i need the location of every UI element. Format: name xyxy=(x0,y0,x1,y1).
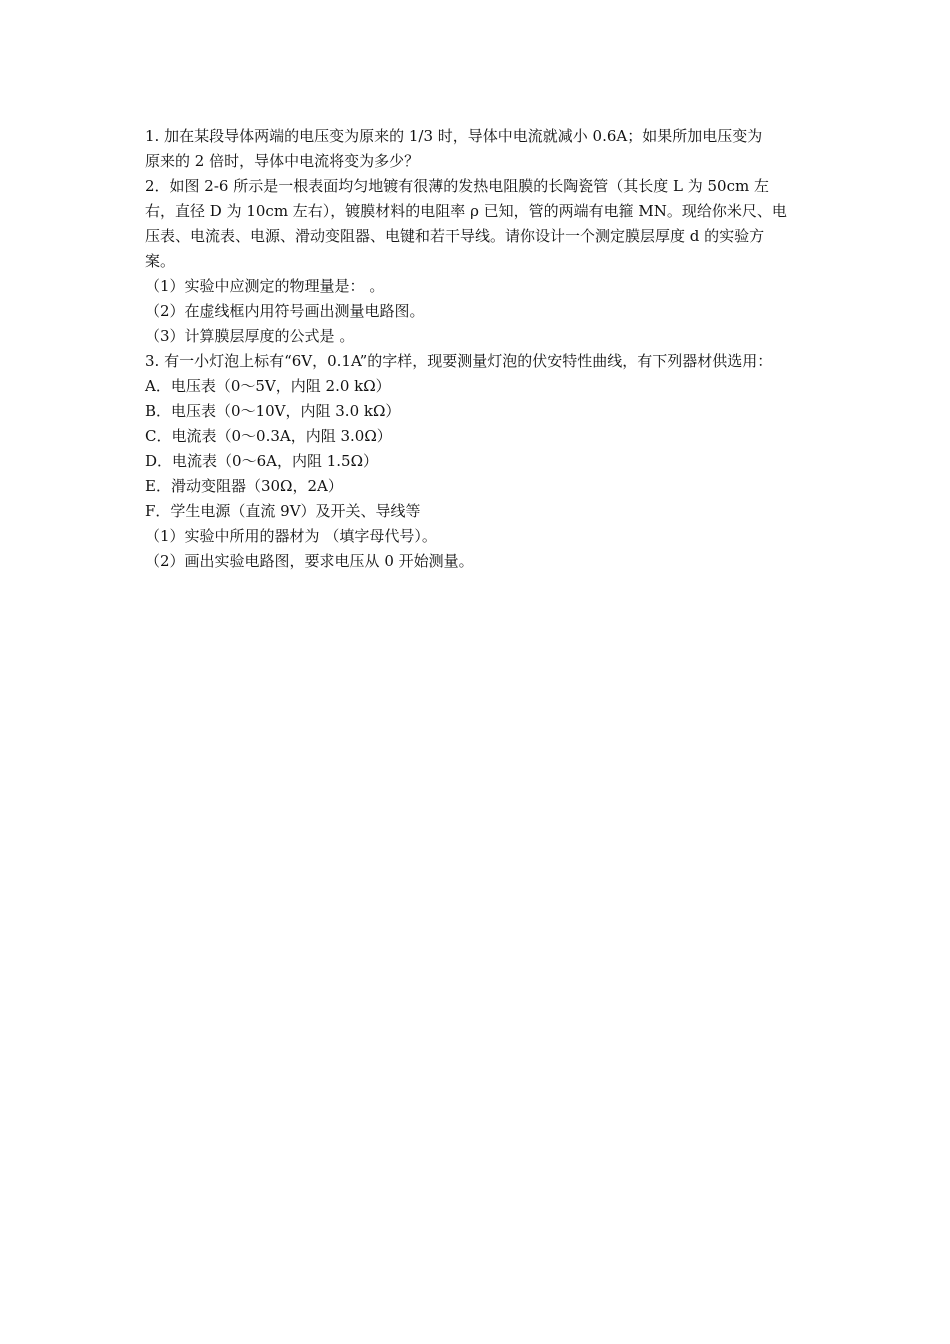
question-2-line-4: 案。 xyxy=(145,252,176,270)
question-3-sub-1: （1）实验中所用的器材为 （填字母代号）。 xyxy=(145,527,437,545)
question-3-sub-2: （2）画出实验电路图，要求电压从 0 开始测量。 xyxy=(145,552,474,570)
question-2-sub-2: （2）在虚线框内用符号画出测量电路图。 xyxy=(145,302,425,320)
question-2-line-3: 压表、电流表、电源、滑动变阻器、电键和若干导线。请你设计一个测定膜层厚度 d 的实验方 xyxy=(145,227,765,245)
question-2-line-1: 2．如图 2-6 所示是一根表面均匀地镀有很薄的发热电阻膜的长陶瓷管（其长度 L 为 50cm 左 xyxy=(145,177,769,195)
question-1-line-1: 1. 加在某段导体两端的电压变为原来的 1/3 时，导体中电流就减小 0.6A；如果所加电压变为 xyxy=(145,127,763,145)
question-1-line-2: 原来的 2 倍时，导体中电流将变为多少？ xyxy=(145,152,420,170)
question-3-option-a: A．电压表（0～5V，内阻 2.0 kΩ） xyxy=(145,377,391,395)
question-2-sub-3: （3）计算膜层厚度的公式是 。 xyxy=(145,327,355,345)
question-3-option-f: F．学生电源（直流 9V）及开关、导线等 xyxy=(145,502,421,520)
question-3-option-e: E．滑动变阻器（30Ω，2A） xyxy=(145,477,343,495)
question-2-line-2: 右，直径 D 为 10cm 左右），镀膜材料的电阻率 ρ 已知，管的两端有电箍 MN。现给你米尺、电 xyxy=(145,202,787,220)
question-3-line-1: 3. 有一小灯泡上标有“6V，0.1A”的字样，现要测量灯泡的伏安特性曲线，有下列器材供选用： xyxy=(145,352,773,370)
question-3-option-b: B．电压表（0～10V，内阻 3.0 kΩ） xyxy=(145,402,401,420)
question-3-option-c: C．电流表（0～0.3A，内阻 3.0Ω） xyxy=(145,427,392,445)
question-2-sub-1: （1）实验中应测定的物理量是： 。 xyxy=(145,277,385,295)
document-body xyxy=(145,124,825,574)
question-3-option-d: D．电流表（0～6A，内阻 1.5Ω） xyxy=(145,452,379,470)
